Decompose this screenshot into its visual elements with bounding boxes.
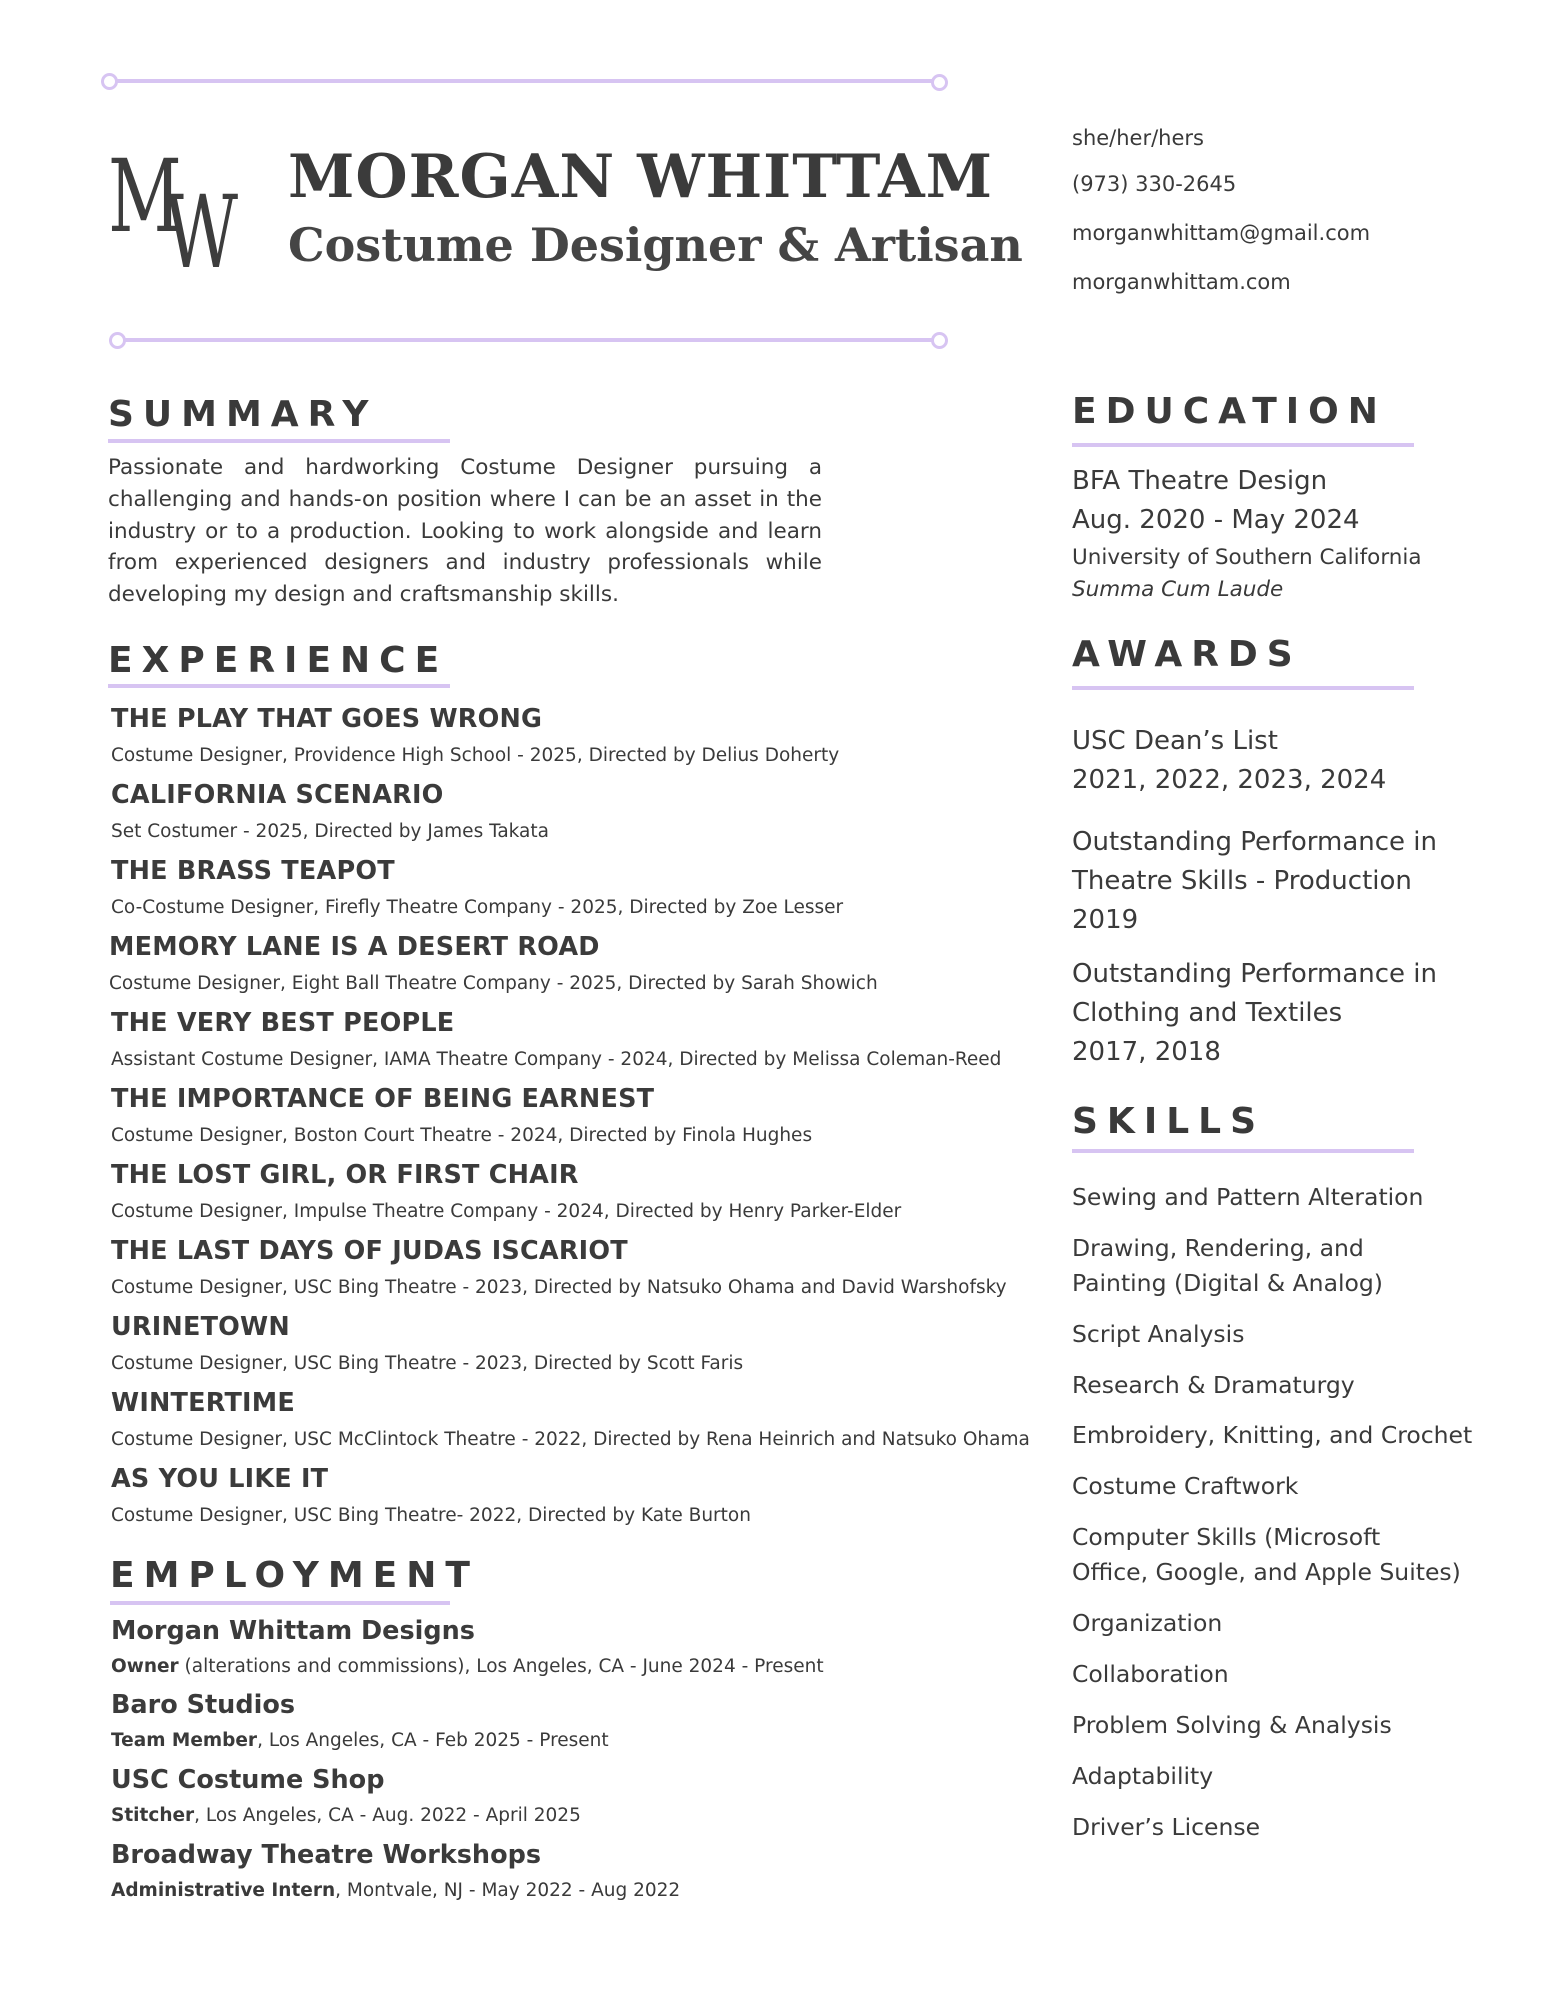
experience-item-title: WINTERTIME <box>111 1388 295 1418</box>
awards-heading: AWARDS <box>1072 634 1302 675</box>
employment-item-name: Baro Studios <box>111 1690 296 1720</box>
experience-heading: EXPERIENCE <box>108 640 449 681</box>
monogram-m: M <box>108 138 182 255</box>
skill-item: Research & Dramaturgy <box>1072 1371 1355 1399</box>
experience-item-title: THE BRASS TEAPOT <box>111 856 395 886</box>
experience-rule <box>108 684 450 688</box>
employment-item-name: Broadway Theatre Workshops <box>111 1840 542 1870</box>
name-heading: MORGAN WHITTAM <box>288 142 994 212</box>
skills-heading: SKILLS <box>1072 1101 1266 1142</box>
employment-item-info: , Los Angeles, CA - Feb 2025 - Present <box>257 1730 609 1751</box>
role-subheading: Costume Designer & Artisan <box>288 218 1023 272</box>
employment-item-role: Administrative Intern <box>111 1880 336 1901</box>
employment-item-name: USC Costume Shop <box>111 1765 385 1795</box>
pronouns: she/her/hers <box>1072 126 1204 150</box>
experience-item-detail: Co-Costume Designer, Firefly Theatre Company - 2025, Directed by Zoe Lesser <box>111 897 844 918</box>
skill-item: Costume Craftwork <box>1072 1472 1299 1500</box>
experience-item-detail: Costume Designer, Boston Court Theatre - 2024, Directed by Finola Hughes <box>111 1125 813 1146</box>
skill-item: Collaboration <box>1072 1660 1229 1688</box>
employment-item-detail <box>111 1656 824 1677</box>
experience-item-detail: Set Costumer - 2025, Directed by James Takata <box>111 821 549 842</box>
award-line: USC Dean’s List <box>1072 726 1278 756</box>
award-line: 2021, 2022, 2023, 2024 <box>1072 765 1387 795</box>
award-line: Outstanding Performance in <box>1072 827 1437 857</box>
summary-rule <box>108 439 450 443</box>
experience-item-title: CALIFORNIA SCENARIO <box>111 780 444 810</box>
education-school: University of Southern California <box>1072 545 1422 570</box>
experience-item-detail: Costume Designer, Impulse Theatre Company - 2024, Directed by Henry Parker-Elder <box>111 1201 902 1222</box>
experience-item-title: THE LAST DAYS OF JUDAS ISCARIOT <box>111 1236 628 1266</box>
experience-item-title: THE VERY BEST PEOPLE <box>111 1008 455 1038</box>
skills-rule <box>1072 1149 1414 1153</box>
employment-item-info: , Los Angeles, CA - Aug. 2022 - April 2025 <box>194 1805 581 1826</box>
experience-item-detail: Costume Designer, Eight Ball Theatre Company - 2025, Directed by Sarah Showich <box>109 973 878 994</box>
experience-item-title: MEMORY LANE IS A DESERT ROAD <box>109 932 600 962</box>
monogram-w: W <box>164 174 239 291</box>
education-honors: Summa Cum Laude <box>1072 577 1284 602</box>
education-degree: BFA Theatre Design <box>1072 466 1328 496</box>
experience-item-title: THE IMPORTANCE OF BEING EARNEST <box>111 1084 655 1114</box>
employment-rule <box>110 1601 450 1605</box>
experience-item-detail: Assistant Costume Designer, IAMA Theatre Company - 2024, Directed by Melissa Coleman-Reed <box>111 1049 1002 1070</box>
summary-heading: SUMMARY <box>108 394 378 435</box>
award-line: Clothing and Textiles <box>1072 998 1343 1028</box>
education-rule <box>1072 443 1414 447</box>
employment-item-name: Morgan Whittam Designs <box>111 1616 475 1646</box>
skill-item: Embroidery, Knitting, and Crochet <box>1072 1421 1473 1449</box>
skill-item: Sewing and Pattern Alteration <box>1072 1183 1424 1211</box>
employment-item-detail <box>111 1730 609 1751</box>
experience-item-title: THE LOST GIRL, OR FIRST CHAIR <box>111 1160 579 1190</box>
employment-item-detail <box>111 1805 581 1826</box>
website-link[interactable]: morganwhittam.com <box>1072 270 1291 294</box>
employment-item-info: (alterations and commissions), Los Angeles, CA - June 2024 - Present <box>178 1656 824 1677</box>
header-bottom-rule-left-dot <box>109 332 126 349</box>
employment-item-role: Owner <box>111 1656 179 1677</box>
awards-rule <box>1072 686 1414 690</box>
header-top-rule-right-dot <box>931 74 948 91</box>
skill-item: Driver’s License <box>1072 1813 1261 1841</box>
skill-item: Adaptability <box>1072 1762 1214 1790</box>
experience-item-detail: Costume Designer, USC Bing Theatre- 2022, Directed by Kate Burton <box>111 1505 751 1526</box>
experience-item-title: URINETOWN <box>111 1312 290 1342</box>
award-line: Outstanding Performance in <box>1072 959 1437 989</box>
skill-item: Office, Google, and Apple Suites) <box>1072 1558 1461 1586</box>
employment-item-detail <box>111 1880 680 1901</box>
skill-item: Organization <box>1072 1609 1223 1637</box>
experience-item-detail: Costume Designer, USC Bing Theatre - 2023, Directed by Scott Faris <box>111 1353 744 1374</box>
header-bottom-rule-right-dot <box>931 332 948 349</box>
skill-item: Computer Skills (Microsoft <box>1072 1523 1381 1551</box>
skill-item: Painting (Digital & Analog) <box>1072 1269 1383 1297</box>
award-line: 2019 <box>1072 905 1139 935</box>
employment-item-role: Stitcher <box>111 1805 195 1826</box>
skill-item: Script Analysis <box>1072 1320 1245 1348</box>
education-dates: Aug. 2020 - May 2024 <box>1072 505 1360 535</box>
experience-item-detail: Costume Designer, USC Bing Theatre - 2023, Directed by Natsuko Ohama and David Warshofsky <box>111 1277 1007 1298</box>
skill-item: Problem Solving & Analysis <box>1072 1711 1392 1739</box>
phone[interactable]: (973) 330-2645 <box>1072 172 1237 196</box>
summary-text: Passionate and hardworking Costume Designer pursuing a challenging and hands-on position where I can be an asset in the industry or to a production. Looking to work alongside and learn from experienced designers and industry professionals while developing my design and craftsmanship skills. <box>108 455 822 608</box>
header-bottom-rule <box>120 338 938 342</box>
employment-item-role: Team Member <box>111 1730 258 1751</box>
employment-heading: EMPLOYMENT <box>110 1555 479 1596</box>
email-link[interactable]: morganwhittam@gmail.com <box>1072 221 1371 245</box>
education-heading: EDUCATION <box>1072 391 1387 432</box>
experience-item-detail: Costume Designer, Providence High School - 2025, Directed by Delius Doherty <box>111 745 840 766</box>
employment-item-info: , Montvale, NJ - May 2022 - Aug 2022 <box>335 1880 681 1901</box>
award-line: 2017, 2018 <box>1072 1037 1221 1067</box>
experience-item-detail: Costume Designer, USC McClintock Theatre - 2022, Directed by Rena Heinrich and Natsuko Ohama <box>111 1429 1030 1450</box>
experience-item-title: THE PLAY THAT GOES WRONG <box>111 704 543 734</box>
skill-item: Drawing, Rendering, and <box>1072 1234 1364 1262</box>
award-line: Theatre Skills - Production <box>1072 866 1412 896</box>
header-top-rule <box>112 79 938 83</box>
header-top-rule-left-dot <box>101 73 118 90</box>
experience-item-title: AS YOU LIKE IT <box>111 1464 329 1494</box>
